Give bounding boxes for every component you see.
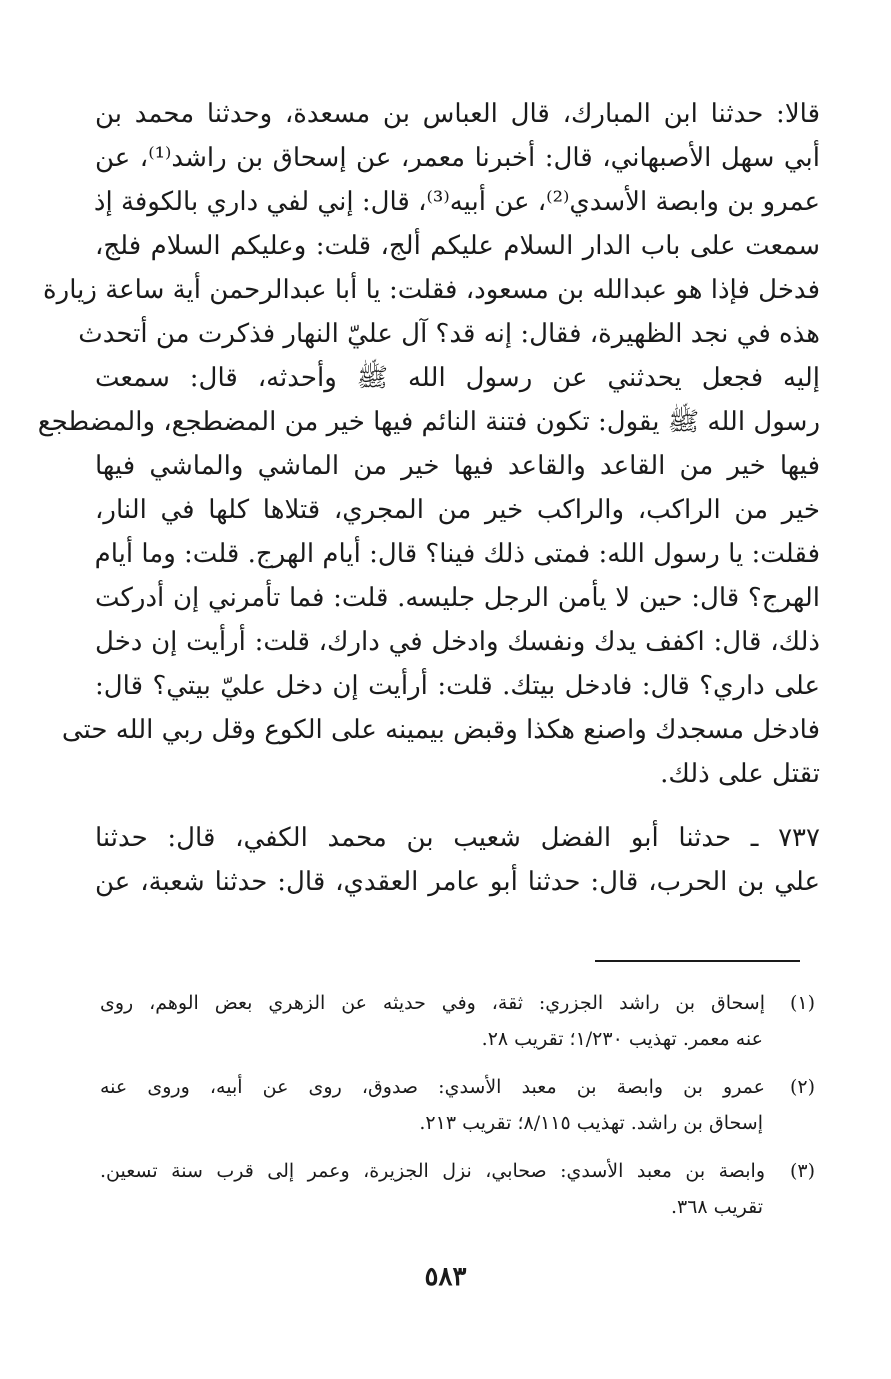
footnote-text: إسحاق بن راشد. تهذيب ٨/١١٥؛ تقريب ٢١٣.	[419, 1112, 763, 1134]
text-line: فادخل مسجدك واصنع هكذا وقبض بيمينه على الكوع وقل ربي الله حتى	[61, 715, 820, 745]
text-line: هذه في نجد الظهيرة، فقال: إنه قد؟ آل عليّ النهار فذكرت من أتحدث	[78, 319, 820, 349]
text-line: الهرج؟ قال: حين لا يأمن الرجل جليسه. قلت: فما تأمرني إن أدركت	[95, 583, 820, 613]
footnote-number: (٣)	[789, 1160, 815, 1182]
text-line: قالا: حدثنا ابن المبارك، قال العباس بن مسعدة، وحدثنا محمد بن	[95, 99, 820, 129]
footnote-text: عمرو بن وابصة بن معبد الأسدي: صدوق، روى عن أبيه، وروى عنه	[100, 1076, 765, 1098]
entry-line: ٧٣٧ ـ حدثنا أبو الفضل شعيب بن محمد الكفي، قال: حدثنا	[95, 823, 820, 853]
text-line: سمعت على باب الدار السلام عليكم ألج، قلت: وعليكم السلام فلج،	[95, 231, 820, 261]
text-line: إليه فجعل يحدثني عن رسول الله ﷺ وأحدثه، قال: سمعت	[95, 363, 820, 393]
text-line: فقلت: يا رسول الله: فمتى ذلك فينا؟ قال: أيام الهرج. قلت: وما أيام	[94, 539, 820, 569]
text-line: أبي سهل الأصبهاني، قال: أخبرنا معمر، عن إسحاق بن راشد⁽¹⁾، عن	[95, 143, 820, 173]
main-text	[37, 92, 821, 904]
footnote-1	[100, 985, 815, 1057]
page-number: ٥٨٣	[424, 1262, 467, 1292]
text-line: خير من الراكب، والراكب خير من المجري، قتلاها كلها في النار،	[95, 495, 821, 525]
footnote-3	[100, 1153, 815, 1225]
footnote-number: (٢)	[789, 1076, 815, 1098]
text-line: تقتل على ذلك.	[660, 759, 820, 789]
entry-line: علي بن الحرب، قال: حدثنا أبو عامر العقدي، قال: حدثنا شعبة، عن	[95, 867, 820, 897]
text-line: فيها خير من القاعد والقاعد فيها خير من الماشي والماشي فيها	[95, 451, 820, 481]
footnote-text: عنه معمر. تهذيب ١/٢٣٠؛ تقريب ٢٨.	[481, 1028, 763, 1050]
footnote-text: وابصة بن معبد الأسدي: صحابي، نزل الجزيرة، وعمر إلى قرب سنة تسعين.	[100, 1160, 765, 1182]
footnote-number: (١)	[789, 992, 815, 1014]
footnote-text: إسحاق بن راشد الجزري: ثقة، وفي حديثه عن الزهري بعض الوهم، روى	[100, 992, 765, 1014]
text-line: على داري؟ قال: فادخل بيتك. قلت: أرأيت إن دخل عليّ بيتي؟ قال:	[95, 671, 820, 701]
footnote-separator	[595, 960, 800, 962]
footnote-2	[100, 1069, 815, 1141]
text-line: عمرو بن وابصة الأسدي⁽²⁾، عن أبيه⁽³⁾، قال: إني لفي داري بالكوفة إذ	[93, 187, 820, 217]
text-line: رسول الله ﷺ يقول: تكون فتنة النائم فيها خير من المضطجع، والمضطجع	[37, 407, 820, 437]
text-line: ذلك، قال: اكفف يدك ونفسك وادخل في دارك، قلت: أرأيت إن دخل	[95, 627, 820, 657]
text-line: فدخل فإذا هو عبدالله بن مسعود، فقلت: يا أبا عبدالرحمن أية ساعة زيارة	[43, 275, 820, 305]
footnote-text: تقريب ٣٦٨.	[670, 1196, 763, 1218]
footnotes	[100, 985, 815, 1237]
